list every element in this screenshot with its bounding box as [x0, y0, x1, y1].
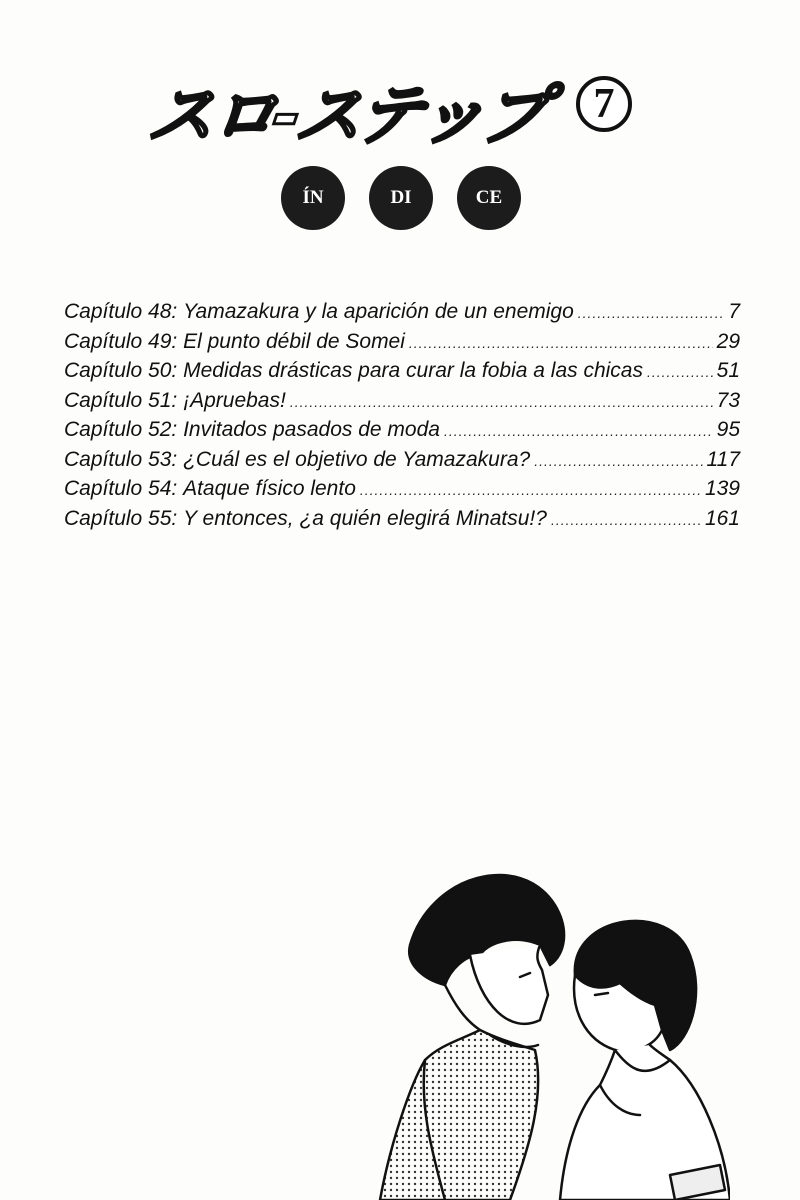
index-circle-1: ÍN — [281, 166, 345, 230]
manga-title: スロ-ステップ — [143, 77, 549, 154]
toc-entry[interactable]: Capítulo 52 : Invitados pasados de moda ..... 95 — [64, 418, 740, 448]
boy-figure — [380, 875, 564, 1200]
toc-entry[interactable]: Capítulo 48 : Yamazakura y la aparición de un enemigo ..... 7 — [64, 300, 740, 330]
toc-leader-dots — [534, 453, 702, 469]
toc-entry[interactable]: Capítulo 49 : El punto débil de Somei ..... 29 — [64, 330, 740, 360]
toc-leader-dots — [409, 335, 713, 351]
toc-chapter-title: Yamazakura y la aparición de un enemigo — [183, 300, 574, 323]
toc-chapter-title: El punto débil de Somei — [183, 329, 405, 353]
toc-chapter-title: ¿Cuál es el objetivo de Yamazakura? — [183, 447, 531, 471]
girl-figure — [560, 921, 730, 1200]
toc-chapter-number: Capítulo 48 — [64, 300, 172, 323]
toc-page-number: 161 — [704, 506, 740, 530]
toc-entry[interactable]: Capítulo 55 : Y entonces, ¿a quién elegirá Minatsu!? ..... 161 — [64, 507, 740, 537]
index-heading — [281, 166, 521, 232]
toc-page-number: 139 — [704, 477, 740, 500]
toc-leader-dots — [360, 482, 701, 498]
toc-chapter-number: Capítulo 51 — [64, 388, 172, 412]
index-circle-2: DI — [369, 166, 433, 230]
toc-page-number: 95 — [716, 418, 740, 441]
toc-leader-dots — [647, 364, 713, 380]
volume-number-badge: 7 — [576, 76, 632, 132]
toc-page-number: 117 — [706, 447, 740, 471]
toc-chapter-title: ¡Apruebas! — [183, 388, 286, 412]
toc-chapter-number: Capítulo 55 — [64, 506, 172, 530]
toc-page-number: 29 — [716, 329, 740, 353]
toc-entry[interactable]: Capítulo 51 : ¡Apruebas! ..... 73 — [64, 389, 740, 419]
toc-entry[interactable]: Capítulo 54 : Ataque físico lento ..... 139 — [64, 477, 740, 507]
toc-chapter-number: Capítulo 54 — [64, 477, 172, 500]
toc-leader-dots — [578, 305, 725, 321]
index-circle-3: CE — [457, 166, 521, 230]
manga-title-logo — [143, 58, 650, 154]
toc-chapter-title: Invitados pasados de moda — [183, 418, 440, 441]
manga-illustration — [370, 845, 730, 1200]
toc-page-number: 73 — [716, 388, 740, 412]
toc-chapter-number: Capítulo 53 — [64, 447, 172, 471]
toc-page-number: 7 — [728, 300, 740, 323]
toc-leader-dots — [444, 423, 713, 439]
toc-chapter-title: Ataque físico lento — [183, 477, 356, 500]
table-of-contents — [64, 300, 740, 536]
toc-leader-dots — [551, 512, 701, 528]
toc-entry[interactable]: Capítulo 53 : ¿Cuál es el objetivo de Yamazakura? ..... 117 — [64, 448, 740, 478]
toc-page-number: 51 — [716, 359, 740, 382]
toc-entry[interactable]: Capítulo 50 : Medidas drásticas para curar la fobia a las chicas ..... 51 — [64, 359, 740, 389]
toc-chapter-number: Capítulo 49 — [64, 329, 172, 353]
toc-chapter-number: Capítulo 52 — [64, 418, 172, 441]
toc-chapter-title: Y entonces, ¿a quién elegirá Minatsu!? — [183, 506, 547, 530]
toc-chapter-title: Medidas drásticas para curar la fobia a las chicas — [183, 359, 643, 382]
toc-leader-dots — [290, 394, 713, 410]
toc-chapter-number: Capítulo 50 — [64, 359, 172, 382]
